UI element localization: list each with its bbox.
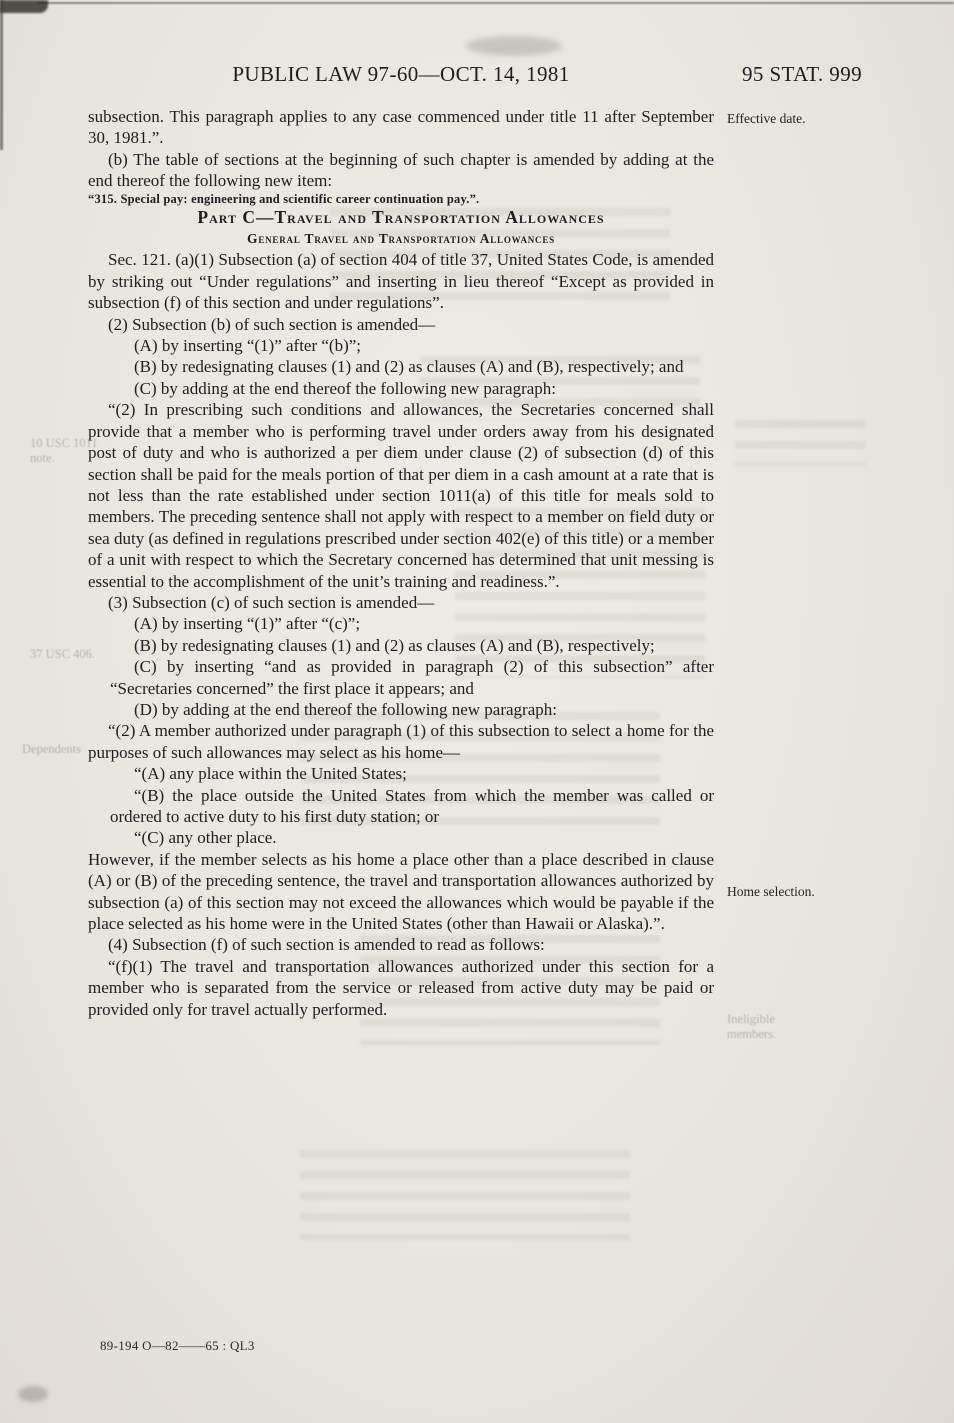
home-option-a: “(A) any place within the United States;	[134, 764, 407, 784]
margin-note-home-selection: Home selection.	[727, 884, 815, 899]
clause-3c: (C) by inserting “and as provided in paragraph (2) of this subsection” after “Secretaries concerned” the first place it appears; and	[110, 657, 714, 698]
sec-121-paragraph: Sec. 121. (a)(1) Subsection (a) of section 404 of title 37, United States Code, is amended by striking out “Under regulations” and inserting in lieu thereof “Except as provided in subsection (f) of this section and under regulations”.	[88, 250, 714, 313]
bleed-through-texture	[300, 1150, 630, 1240]
home-option-b: “(B) the place outside the United States from which the member was called or ordered to active duty to his first duty station; or	[110, 785, 714, 826]
clause-2c: (C) by adding at the end thereof the following new paragraph:	[134, 378, 557, 398]
printer-imprint: 89-194 O—82——65 : QL3	[100, 1338, 255, 1353]
faint-margin-note-usc-406: 37 USC 406.	[30, 647, 95, 661]
paragraph-3-intro: (3) Subsection (c) of such section is amended—	[108, 592, 435, 612]
scan-corner-top-left	[0, 0, 48, 13]
quoted-paragraph-meals: “(2) In prescribing such conditions and allowances, the Secretaries concerned shall provide that a member who is performing travel under orders away from his designated post of duty and who is authorized a per diem under clause (2) of subsection (d) of this section shall be paid for the meals portion of that per diem in a cash amount at a rate that is not less than the rate established under section 1011(a) of this title for meals sold to members. The preceding sentence shall not apply with respect to a member on field duty or sea duty (as defined in regulations prescribed under section 402(e) of this title) or a member of a unit with respect to which the Secretary concerned has determined that unit messing is essential to the accomplishment of the unit’s training and readiness.”.	[88, 400, 714, 591]
running-head-stat-number: 95 STAT. 999	[742, 62, 862, 86]
clause-2b: (B) by redesignating clauses (1) and (2) as clauses (A) and (B), respectively; and	[134, 357, 684, 377]
scan-smudge	[466, 36, 562, 56]
clause-2a: (A) by inserting “(1)” after “(b)”;	[134, 336, 362, 356]
paragraph-however-proviso: However, if the member selects as his home a place other than a place described in clause (A) or (B) of the preceding sentence, the travel and transportation allowances authorized by subsection (a) of this section may not exceed the allowances which would be payable if the place selected as his home were in the United States (other than Hawaii or Alaska).”.	[88, 849, 714, 934]
clause-3d: (D) by adding at the end thereof the following new paragraph:	[134, 699, 557, 719]
quoted-paragraph-f1: “(f)(1) The travel and transportation allowances authorized under this section for a member who is separated from the service or released from active duty may be paid or provided only for travel actually performed.	[88, 956, 714, 1019]
scan-edge-left	[0, 0, 3, 150]
clause-3a: (A) by inserting “(1)” after “(c)”;	[134, 614, 361, 634]
paragraph-2-intro: (2) Subsection (b) of such section is amended—	[108, 314, 436, 334]
running-head-law-title: PUBLIC LAW 97-60—OCT. 14, 1981	[232, 62, 570, 86]
margin-note-effective-date: Effective date.	[727, 111, 806, 126]
home-option-c: “(C) any other place.	[134, 828, 277, 848]
faint-margin-note-ineligible: Ineligible members.	[727, 1012, 776, 1041]
clause-3b: (B) by redesignating clauses (1) and (2) as clauses (A) and (B), respectively;	[134, 635, 655, 655]
scan-edge-top	[38, 2, 954, 4]
statute-text-column	[88, 106, 714, 1020]
paragraph-4-intro: (4) Subsection (f) of such section is amended to read as follows:	[108, 935, 545, 955]
part-c-heading: Part C—Travel and Transportation Allowances	[197, 206, 605, 227]
table-of-sections-item: “315. Special pay: engineering and scientific career continuation pay.”.	[88, 191, 480, 206]
general-allowances-heading: General Travel and Transportation Allowances	[247, 231, 555, 247]
faint-margin-note-dependents: Dependents	[22, 742, 82, 756]
scan-blob-bottom	[18, 1386, 48, 1402]
faint-margin-note-usc-1011: 10 USC 1011 note.	[30, 436, 98, 465]
quoted-paragraph-home-selection: “(2) A member authorized under paragraph (1) of this subsection to select a home for the purposes of such allowances may select as his home—	[88, 721, 714, 762]
bleed-through-texture	[735, 420, 865, 466]
paragraph-continuation: subsection. This paragraph applies to any case commenced under title 11 after September 30, 1981.”.	[88, 107, 714, 148]
paragraph-item-b: (b) The table of sections at the beginning of such chapter is amended by adding at the end thereof the following new item:	[88, 149, 714, 191]
